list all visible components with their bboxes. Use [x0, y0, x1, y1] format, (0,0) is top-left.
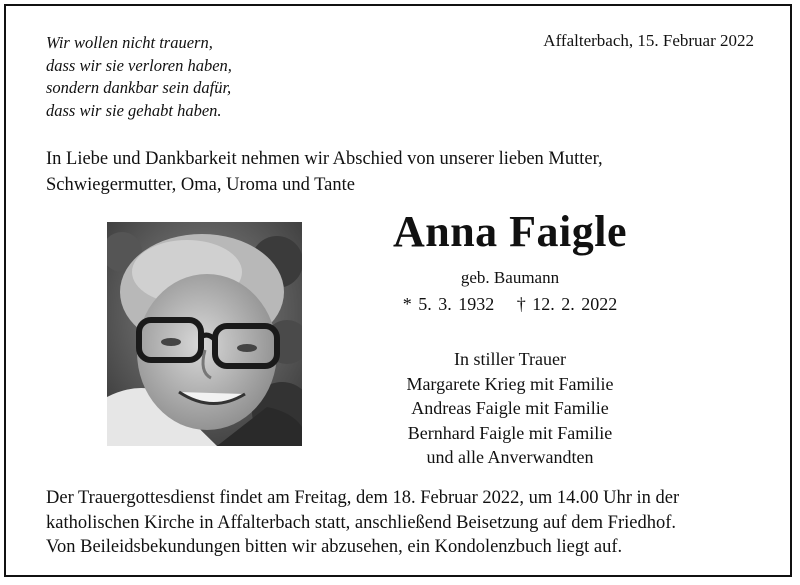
- portrait-photo: [107, 222, 302, 446]
- closing-line: katholischen Kirche in Affalterbach statt, anschließend Beisetzung auf dem Friedhof.: [46, 512, 677, 533]
- intro-text: [46, 146, 756, 198]
- intro-line: In Liebe und Dankbarkeit nehmen wir Abschied von unserer lieben Mutter,: [46, 149, 603, 169]
- place-and-date: Affalterbach, 15. Februar 2022: [543, 31, 754, 50]
- poem-line: sondern dankbar sein dafür,: [46, 78, 232, 97]
- mourners-heading: In stiller Trauer: [454, 349, 566, 369]
- poem-line: Wir wollen nicht trauern,: [46, 33, 213, 52]
- poem-line: dass wir sie gehabt haben.: [46, 100, 222, 120]
- closing-line: Von Beileidsbekundungen bitten wir abzusehen, ein Kondolenzbuch liegt auf.: [46, 537, 623, 557]
- closing-line: Der Trauergottesdienst findet am Freitag, dem 18. Februar 2022, um 14.00 Uhr in der: [46, 488, 680, 508]
- birth-date: * 5. 3. 1932: [402, 294, 495, 314]
- mourner-item: Bernhard Faigle mit Familie: [407, 422, 613, 443]
- mourners-list: [360, 347, 660, 470]
- poem-line: dass wir sie verloren haben,: [46, 55, 232, 75]
- death-date: † 12. 2. 2022: [516, 294, 618, 314]
- mourner-item: und alle Anverwandten: [426, 447, 594, 467]
- service-information: [46, 486, 766, 560]
- maiden-name: geb. Baumann: [460, 268, 560, 287]
- portrait-image: [107, 222, 302, 446]
- mourner-item: Andreas Faigle mit Familie: [411, 398, 609, 418]
- life-dates: [360, 294, 660, 315]
- deceased-name: Anna Faigle: [392, 207, 628, 256]
- mourner-item: Margarete Krieg mit Familie: [406, 373, 614, 394]
- memorial-poem: [46, 32, 232, 122]
- intro-line: Schwiegermutter, Oma, Uroma und Tante: [46, 175, 355, 195]
